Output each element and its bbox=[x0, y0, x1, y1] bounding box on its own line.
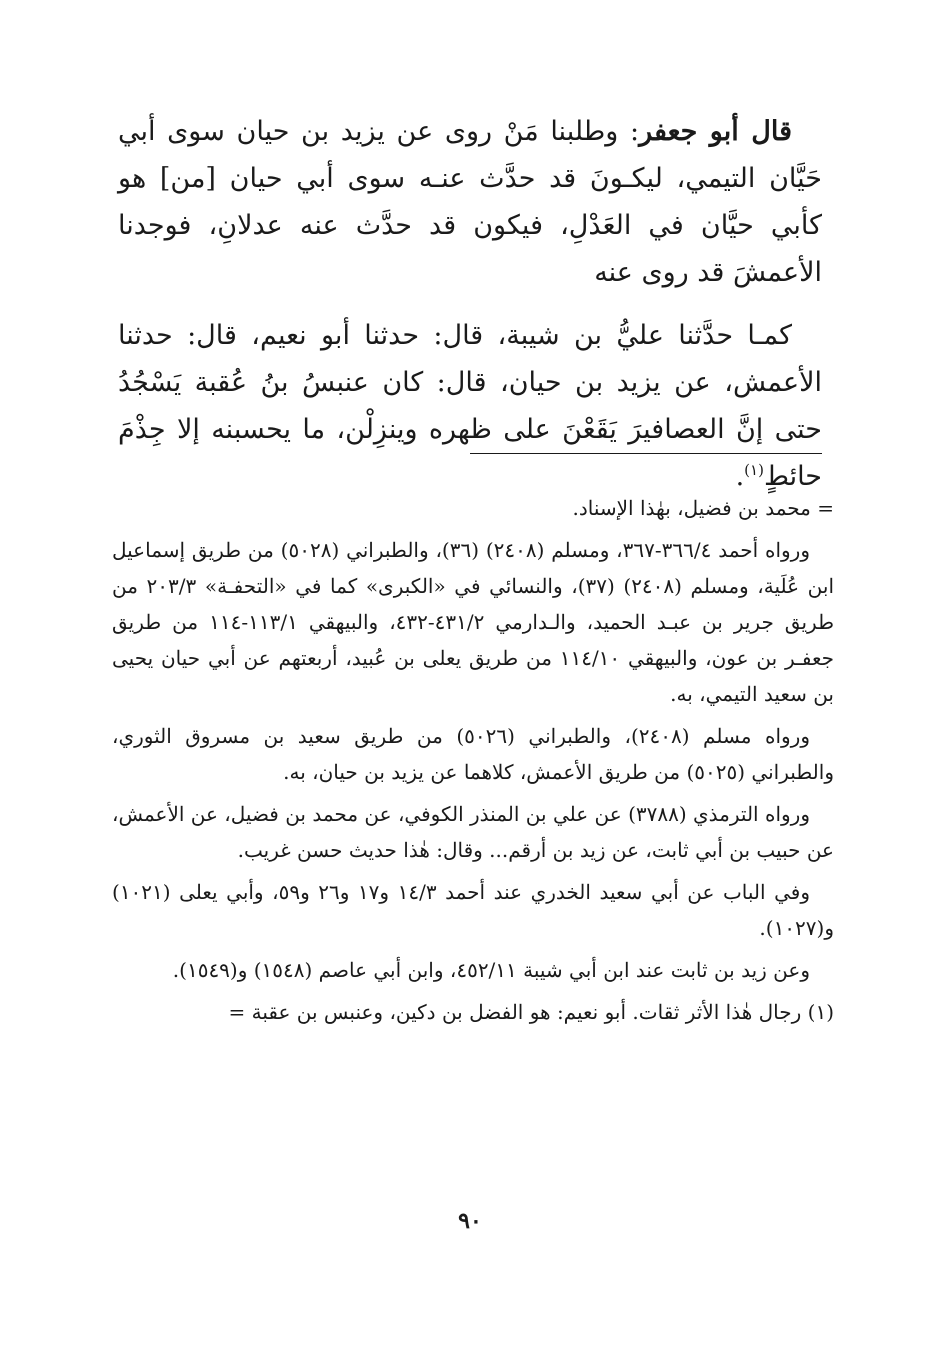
paragraph-2-text: كمـا حدَّثنا عليُّ بن شيبة، قال: حدثنا أبو نعيم، قال: حدثنا الأعمش، عن يزيد بن حيان، قال: كان عنبسُ بنُ عُقبة يَسْجُدُ حتى إنَّ العصافيرَ يَقَعْنَ على ظهره وينزِلْن، ما يحسبنه إلا جِذْمَ حائطٍ bbox=[118, 320, 822, 492]
speaker-label: قال أبو جعفر bbox=[639, 116, 792, 147]
footnote-1: (١) رجال هٰذا الأثر ثقات. أبو نعيم: هو الفضل بن دكين، وعنبس بن عقبة = bbox=[228, 1000, 834, 1024]
footnote-continuation: = محمد بن فضيل، بهٰذا الإسناد. bbox=[572, 496, 834, 520]
footnote-paragraph: وفي الباب عن أبي سعيد الخدري عند أحمد ١٤/٣ و١٧ و٢٦ و٥٩، وأبي يعلى (١٠٢١) و(١٠٢٧). bbox=[112, 880, 834, 940]
footnote-separator bbox=[470, 453, 822, 454]
paragraph-1-text: : وطلبنا مَنْ روى عن يزيد بن حيان سوى أبي حَيَّان التيمي، ليكـونَ قد حدَّث عنـه سوى أبي حيان [من] هو كأبي حيَّان في العَدْلِ، فيكون قد حدَّث عنه عدلانِ، فوجدنا الأعمشَ قد روى عنه bbox=[118, 116, 822, 288]
footnote-paragraph: وعن زيد بن ثابت عند ابن أبي شيبة ٤٥٢/١١، وابن أبي عاصم (١٥٤٨) و(١٥٤٩). bbox=[172, 958, 810, 982]
footnote-paragraph: ورواه الترمذي (٣٧٨٨) عن علي بن المنذر الكوفي، عن محمد بن فضيل، عن الأعمش، عن حبيب بن أبي ثابت، عن زيد بن أرقم... وقال: هٰذا حديث حسن غريب. bbox=[112, 802, 834, 862]
paragraph-1 bbox=[118, 108, 822, 296]
main-text bbox=[118, 108, 822, 516]
page-number: ٩٠ bbox=[458, 1208, 482, 1234]
footnote-paragraph: ورواه مسلم (٢٤٠٨)، والطبراني (٥٠٢٦) من طريق سعيد بن مسروق الثوري، والطبراني (٥٠٢٥) من طريق الأعمش، كلاهما عن يزيد بن حيان، به. bbox=[112, 724, 834, 784]
footnote-reference: (١) bbox=[744, 461, 764, 479]
paragraph-2: كمـا حدَّثنا عليُّ بن شيبة، قال: حدثنا أبو نعيم، قال: حدثنا الأعمش، عن يزيد بن حيان، قال: كان عنبسُ بنُ عُقبة يَسْجُدُ حتى إنَّ العصافيرَ يَقَعْنَ على ظهره وينزِلْن، ما يحسبنه إلا جِذْمَ حائطٍ$^{(١)}$. bbox=[118, 320, 822, 492]
footnotes bbox=[112, 490, 834, 1036]
footnote-paragraph: ورواه أحمد ٣٦٦/٤-٣٦٧، ومسلم (٢٤٠٨) (٣٦)، والطبراني (٥٠٢٨) من طريق إسماعيل ابن عُلَية، ومسلم (٢٤٠٨) (٣٧)، والنسائي في «الكبرى» كما في «التحفـة» ٢٠٣/٣ من طريق جرير بن عبـد الحميد، والـدارمي ٤٣١/٢-٤٣٢، والبيهقي ١١٣/١-١١٤ من طريق جعفـر بن عون، والبيهقي ١١٤/١٠ من طريق يعلى بن عُبيد، أربعتهم عن أبي حيان يحيى بن سعيد التيمي، به. bbox=[112, 538, 835, 706]
